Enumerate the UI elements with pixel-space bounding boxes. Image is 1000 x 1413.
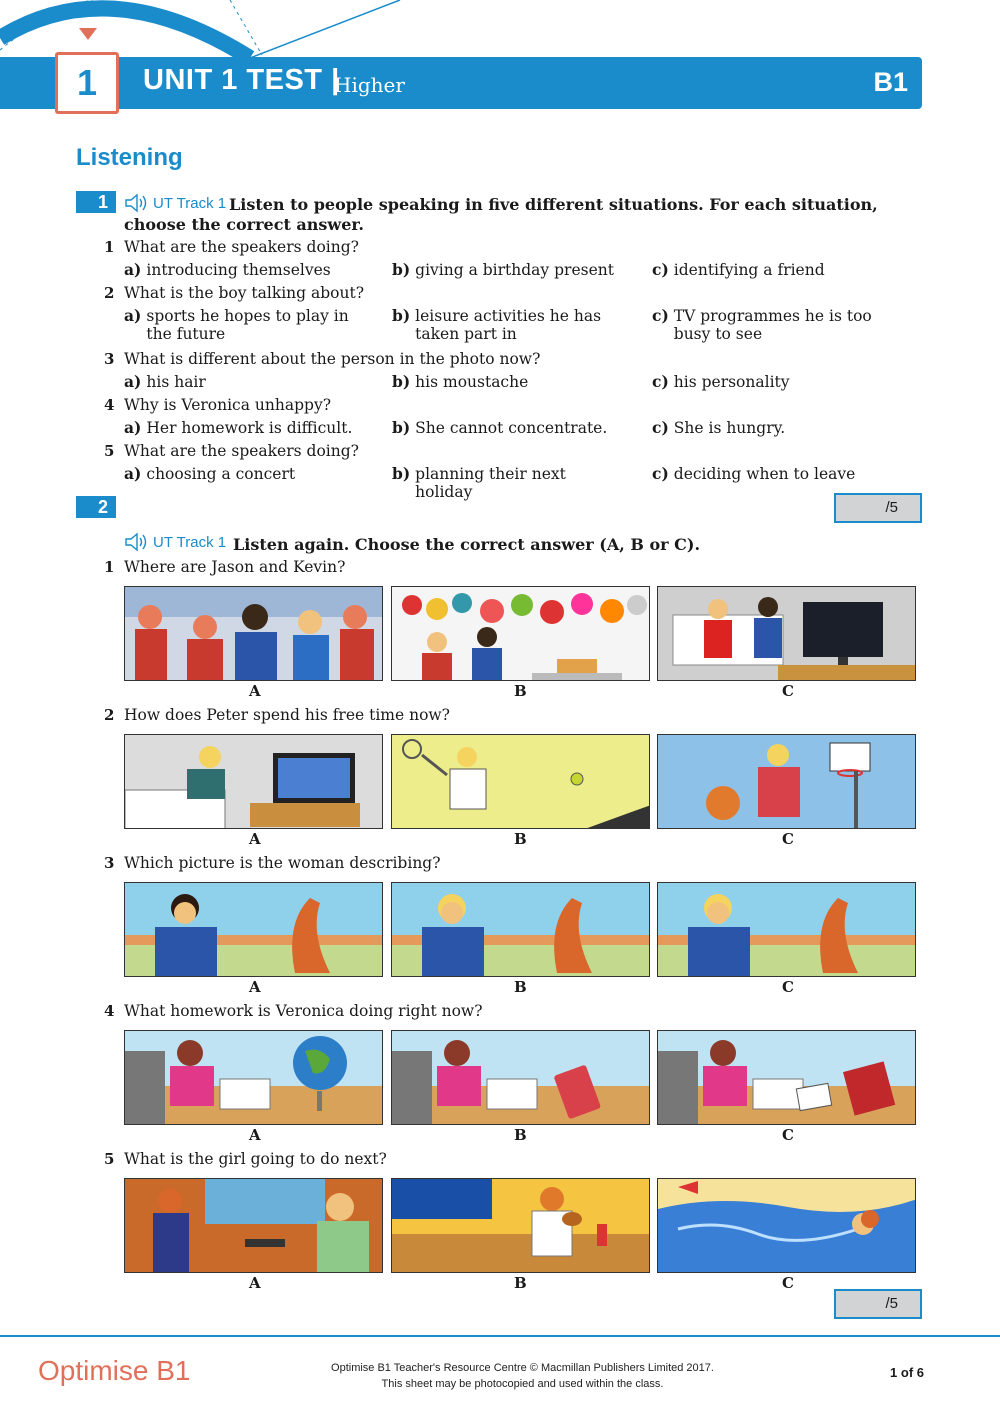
audio-track-2[interactable] xyxy=(124,532,226,552)
track-label: UT Track 1 xyxy=(153,194,227,212)
option-text: his hair xyxy=(146,373,206,391)
option-letter: b) xyxy=(392,306,411,325)
option-letter: c) xyxy=(652,372,669,391)
triangle-marker-icon xyxy=(79,28,97,40)
option-letter: b) xyxy=(392,418,411,437)
question-number: 5 xyxy=(104,1150,115,1168)
picture-option-a[interactable] xyxy=(124,734,383,829)
unit-number: 1 xyxy=(76,62,98,103)
picture-label: B xyxy=(514,682,527,700)
option-text: planning their next holiday xyxy=(415,465,566,501)
question-number: 2 xyxy=(104,284,115,302)
answer-option[interactable] xyxy=(652,465,892,483)
score-box-1[interactable]: /5 xyxy=(834,493,922,523)
test-title: UNIT 1 TEST | xyxy=(143,64,340,96)
illustration xyxy=(125,735,383,829)
option-letter: a) xyxy=(124,464,142,483)
answer-option[interactable] xyxy=(124,307,364,343)
option-text: leisure activities he has taken part in xyxy=(415,307,602,343)
answer-option[interactable] xyxy=(652,419,892,437)
question-text: What is different about the person in the photo now? xyxy=(124,350,541,368)
illustration xyxy=(125,883,383,977)
picture-label: C xyxy=(782,1274,794,1292)
question-text: What are the speakers doing? xyxy=(124,442,359,460)
score-box-2[interactable]: /5 xyxy=(834,1289,922,1319)
picture-option-b[interactable] xyxy=(391,1030,650,1125)
answer-option[interactable] xyxy=(392,261,617,279)
picture-label: A xyxy=(249,978,261,996)
picture-option-c[interactable] xyxy=(657,1030,916,1125)
picture-label: A xyxy=(249,1126,261,1144)
picture-label: A xyxy=(249,1274,261,1292)
illustration xyxy=(658,883,916,977)
option-letter: b) xyxy=(392,464,411,483)
picture-label: C xyxy=(782,1126,794,1144)
option-letter: a) xyxy=(124,306,142,325)
option-letter: b) xyxy=(392,260,411,279)
option-letter: a) xyxy=(124,260,142,279)
track-label: UT Track 1 xyxy=(153,533,227,551)
option-text: sports he hopes to play in the future xyxy=(146,307,349,343)
picture-option-b[interactable] xyxy=(391,882,650,977)
illustration xyxy=(392,1179,650,1273)
brand-logo: Optimise B1 xyxy=(38,1355,191,1386)
answer-option[interactable] xyxy=(392,465,617,501)
option-letter: c) xyxy=(652,464,669,483)
option-text: his personality xyxy=(673,373,790,391)
question-number: 1 xyxy=(104,558,115,576)
picture-option-b[interactable] xyxy=(391,734,650,829)
illustration xyxy=(125,1031,383,1125)
illustration xyxy=(658,1031,916,1125)
illustration xyxy=(658,1179,916,1273)
picture-option-a[interactable] xyxy=(124,882,383,977)
option-letter: c) xyxy=(652,418,669,437)
illustration xyxy=(658,587,916,681)
answer-option[interactable] xyxy=(392,307,617,343)
option-letter: b) xyxy=(392,372,411,391)
section-title: Listening xyxy=(76,144,183,171)
question-text: How does Peter spend his free time now? xyxy=(124,706,450,724)
option-letter: c) xyxy=(652,306,669,325)
copyright-line-2: This sheet may be photocopied and used within the class. xyxy=(381,1378,664,1390)
answer-option[interactable] xyxy=(124,373,364,391)
illustration xyxy=(392,883,650,977)
illustration xyxy=(658,735,916,829)
picture-label: C xyxy=(782,978,794,996)
level-band: B1 xyxy=(873,67,908,97)
question-text: Where are Jason and Kevin? xyxy=(124,558,346,576)
option-text: his moustache xyxy=(415,373,529,391)
question-number: 3 xyxy=(104,350,115,368)
header-decoration xyxy=(0,0,420,60)
option-text: identifying a friend xyxy=(673,261,825,279)
question-text: What are the speakers doing? xyxy=(124,238,359,256)
answer-option[interactable] xyxy=(652,261,892,279)
option-text: TV programmes he is too busy to see xyxy=(673,307,872,343)
illustration xyxy=(392,1031,650,1125)
picture-option-c[interactable] xyxy=(657,1178,916,1273)
illustration xyxy=(125,1179,383,1273)
exercise-2-instruction: Listen again. Choose the correct answer (A, B or C). xyxy=(233,535,701,554)
picture-label: C xyxy=(782,830,794,848)
question-number: 2 xyxy=(104,706,115,724)
copyright xyxy=(0,1360,1000,1392)
question-text: What is the girl going to do next? xyxy=(124,1150,387,1168)
picture-option-a[interactable] xyxy=(124,586,383,681)
option-text: deciding when to leave xyxy=(673,465,856,483)
option-text: giving a birthday present xyxy=(415,261,614,279)
picture-option-c[interactable] xyxy=(657,734,916,829)
page-number: 1 of 6 xyxy=(890,1365,924,1380)
picture-option-b[interactable] xyxy=(391,1178,650,1273)
answer-option[interactable] xyxy=(124,419,364,437)
copyright-line-1: Optimise B1 Teacher's Resource Centre © Macmillan Publishers Limited 2017. xyxy=(331,1362,714,1374)
answer-option[interactable] xyxy=(124,465,364,483)
question-text: Why is Veronica unhappy? xyxy=(124,396,332,414)
footer-rule xyxy=(0,1335,1000,1337)
option-text: Her homework is difficult. xyxy=(146,419,353,437)
picture-option-a[interactable] xyxy=(124,1030,383,1125)
question-number: 5 xyxy=(104,442,115,460)
picture-label: C xyxy=(782,682,794,700)
test-level: Higher xyxy=(334,73,405,97)
exercise-1-number: 1 xyxy=(76,191,116,213)
exercise-1-instruction: Listen to people speaking in five different situations. For each situation, choose the correct answer. xyxy=(124,195,878,234)
question-number: 4 xyxy=(104,396,115,414)
option-letter: a) xyxy=(124,418,142,437)
picture-label: B xyxy=(514,1274,527,1292)
question-text: What homework is Veronica doing right now? xyxy=(124,1002,483,1020)
picture-label: B xyxy=(514,830,527,848)
illustration xyxy=(125,587,383,681)
answer-option[interactable] xyxy=(124,261,364,279)
option-letter: c) xyxy=(652,260,669,279)
question-number: 1 xyxy=(104,238,115,256)
speaker-icon xyxy=(124,532,150,552)
unit-number-box xyxy=(55,52,119,114)
answer-option[interactable] xyxy=(392,373,617,391)
picture-option-b[interactable] xyxy=(391,586,650,681)
picture-label: A xyxy=(249,682,261,700)
answer-option[interactable] xyxy=(392,419,617,437)
option-text: She is hungry. xyxy=(673,419,786,437)
picture-label: A xyxy=(249,830,261,848)
picture-option-c[interactable] xyxy=(657,882,916,977)
option-text: She cannot concentrate. xyxy=(415,419,608,437)
question-text: Which picture is the woman describing? xyxy=(124,854,441,872)
answer-option[interactable] xyxy=(652,373,892,391)
picture-label: B xyxy=(514,978,527,996)
exercise-2-number: 2 xyxy=(76,496,116,518)
header-bar xyxy=(0,57,922,109)
answer-option[interactable] xyxy=(652,307,892,343)
picture-label: B xyxy=(514,1126,527,1144)
option-text: introducing themselves xyxy=(146,261,331,279)
illustration xyxy=(392,587,650,681)
question-number: 3 xyxy=(104,854,115,872)
picture-option-a[interactable] xyxy=(124,1178,383,1273)
question-number: 4 xyxy=(104,1002,115,1020)
option-text: choosing a concert xyxy=(146,465,296,483)
illustration xyxy=(392,735,650,829)
option-letter: a) xyxy=(124,372,142,391)
picture-option-c[interactable] xyxy=(657,586,916,681)
question-text: What is the boy talking about? xyxy=(124,284,365,302)
